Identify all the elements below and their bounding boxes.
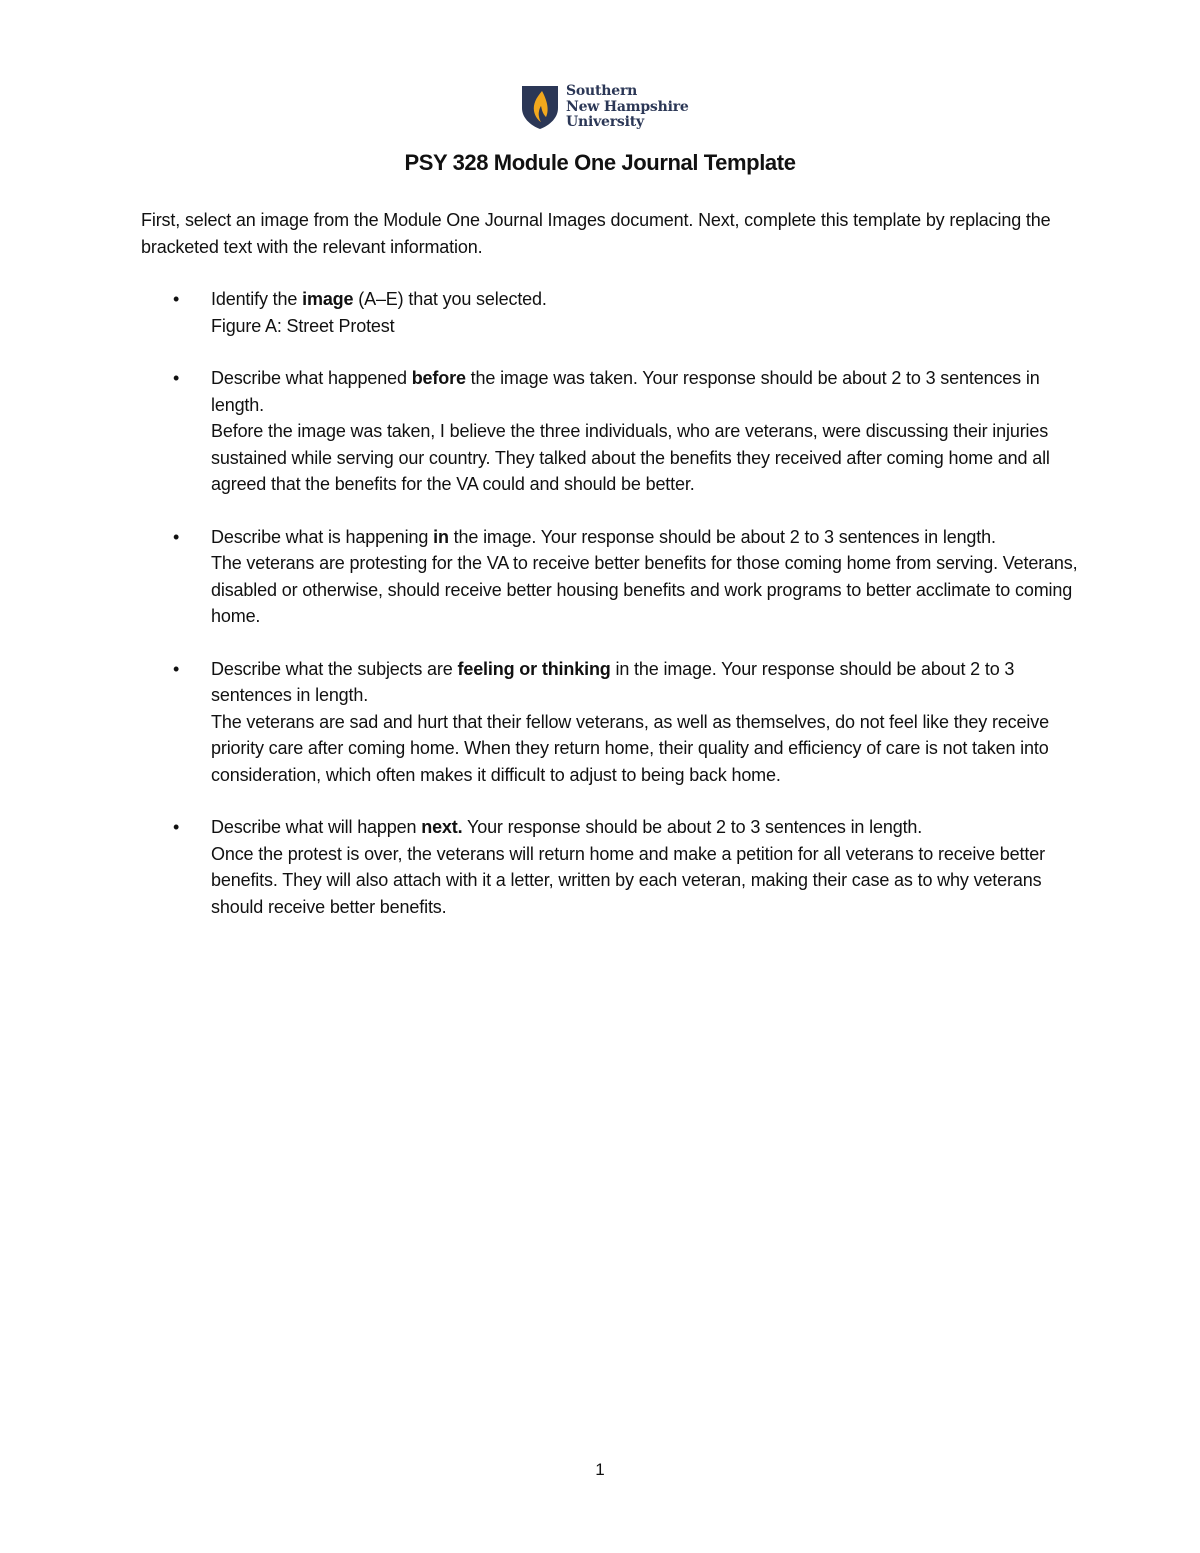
item-answer: Figure A: Street Protest [211,315,395,336]
item-answer: The veterans are protesting for the VA to receive better benefits for those coming home from serving. Veterans, disabled or otherwise, should receive better housing benefits and work programs to better acclimate to coming home. [211,553,1078,626]
logo-line-3: University [566,114,644,130]
item-prompt [211,656,1081,709]
prompt-text: the image was taken. Your response should be about 2 to 3 sentences in length. [211,368,1040,415]
prompt-text: Describe what happened [211,368,412,388]
prompt-keyword: in [433,526,449,547]
bullet-icon: • [173,368,180,388]
item-answer: Once the protest is over, the veterans will return home and make a petition for all veterans to receive better benefits. They will also attach with it a letter, written by each veteran, making their case as to why veterans should receive better benefits. [211,843,1045,917]
prompt-keyword: before [411,368,466,388]
university-logo [520,84,689,131]
question-list [141,286,1081,946]
prompt-text: in the image. Your response should be about 2 to 3 sentences in length. [211,658,1015,705]
item-answer: Before the image was taken, I believe the three individuals, who are veterans, were discussing their injuries sustained while serving our country. They talked about the benefits they received after coming home and all agreed that the benefits for the VA could and should be better. [211,421,1050,494]
bullet-icon: • [173,526,180,547]
prompt-text: Describe what is happening [211,526,434,547]
bullet-icon: • [173,289,180,309]
prompt-keyword: next. [421,817,463,837]
intro-paragraph: First, select an image from the Module One Journal Images document. Next, complete this template by replacing the bracketed text with the relevant information. [141,210,1051,257]
page-number: 1 [595,1460,605,1479]
list-item [141,814,1081,920]
document-title: PSY 328 Module One Journal Template [404,150,796,175]
prompt-text: Describe what will happen [211,817,422,837]
item-answer: The veterans are sad and hurt that their fellow veterans, as well as themselves, do not feel like they receive priority care after coming home. When they return home, their quality and efficiency of care is not taken into consideration, which often makes it difficult to adjust to being back home. [211,711,1049,785]
logo-line-1: Southern [566,83,638,99]
prompt-keyword: image [302,289,354,309]
logo-line-2: New Hampshire [566,98,689,115]
prompt-keyword: feeling or thinking [457,658,611,679]
prompt-text: Describe what the subjects are [211,658,458,679]
list-item [141,524,1081,630]
prompt-text: Identify the [211,289,303,309]
list-item [141,365,1081,498]
item-prompt [211,814,1081,841]
prompt-text: (A–E) that you selected. [353,289,547,309]
bullet-icon: • [173,817,180,837]
logo-wordmark [566,84,689,131]
prompt-text: the image. Your response should be about 2 to 3 sentences in length. [448,526,996,547]
prompt-text: Your response should be about 2 to 3 sentences in length. [462,817,923,837]
shield-flame-icon [520,84,560,130]
list-item [141,656,1081,789]
item-prompt [211,365,1081,418]
bullet-icon: • [173,658,180,679]
list-item [141,286,1081,339]
item-prompt [211,286,1081,313]
item-prompt [211,524,1081,551]
